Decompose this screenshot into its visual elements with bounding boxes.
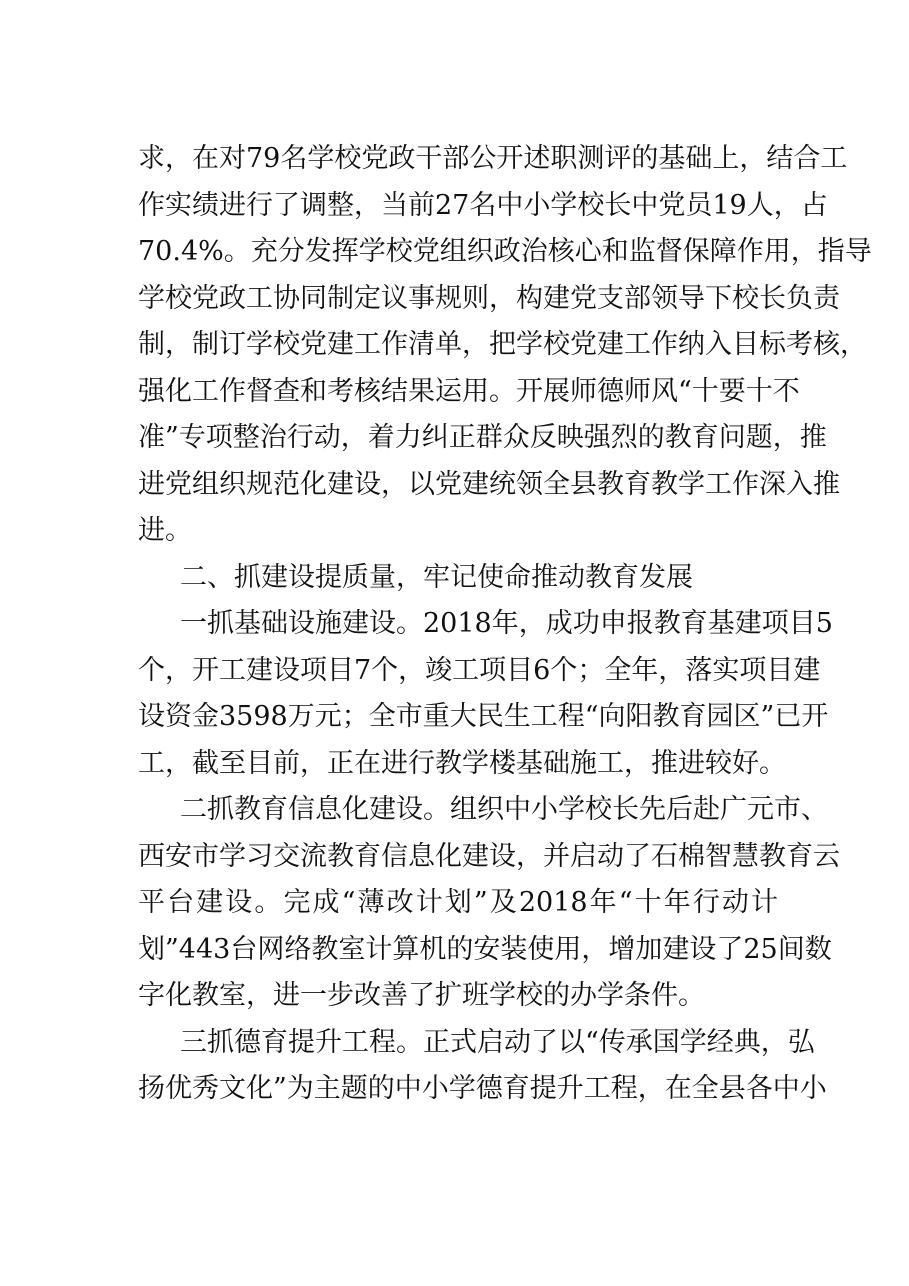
text-line: 工，截至目前，正在进行教学楼基础施工，推进较好。: [138, 747, 786, 779]
text-line: 制，制订学校党建工作清单，把学校党建工作纳入目标考核，: [138, 329, 867, 360]
paragraph-moral-education: [138, 1020, 827, 1113]
section-heading: [138, 555, 778, 602]
section-heading-text: 二、抓建设提质量，牢记使命推动教育发展: [180, 561, 693, 593]
text-line: 划”443台网络教室计算机的安装使用，增加建设了25间数: [138, 933, 832, 965]
text-line: 学校党政工协同制定议事规则，构建党支部领导下校长负责: [138, 282, 840, 314]
text-line: 准”专项整治行动，着力纠正群众反映强烈的教育问题，推: [138, 422, 827, 453]
text-line: 三抓德育提升工程。正式启动了以“传承国学经典，弘: [180, 1026, 815, 1058]
text-line: 70.4%。充分发挥学校党组织政治核心和监督保障作用，指导: [138, 236, 872, 267]
text-line: 字化教室，进一步改善了扩班学校的办学条件。: [138, 980, 705, 1011]
body-text: [138, 136, 872, 1113]
text-line: 扬优秀文化”为主题的中小学德育提升工程，在全县各中小: [138, 1073, 827, 1104]
text-line: 强化工作督查和考核结果运用。开展师德师风“十要十不: [138, 375, 800, 407]
text-line: 一抓基础设施建设。2018年，成功申报教育基建项目5: [180, 608, 833, 639]
text-line: 二抓教育信息化建设。组织中小学校长先后赴广元市、: [180, 794, 828, 825]
text-line: 设资金3598万元；全市重大民生工程“向阳教育园区”已开: [138, 701, 829, 732]
paragraph-infrastructure: [138, 601, 833, 787]
text-line: 求，在对79名学校党政干部公开述职测评的基础上，结合工: [138, 143, 848, 174]
text-line: 进。: [138, 515, 192, 546]
text-line: 平台建设。完成“薄改计划”及2018年“十年行动计: [138, 887, 778, 918]
text-line: 个，开工建设项目7个，竣工项目6个；全年，落实项目建: [138, 654, 821, 686]
paragraph-party-building: [138, 136, 872, 555]
text-line: 西安市学习交流教育信息化建设，并启动了石棉智慧教育云: [138, 840, 840, 872]
text-line: 进党组织规范化建设，以党建统领全县教育教学工作深入推: [138, 468, 840, 500]
text-line: 作实绩进行了调整，当前27名中小学校长中党员19人，占: [138, 189, 828, 221]
paragraph-informatization: [138, 787, 840, 1020]
